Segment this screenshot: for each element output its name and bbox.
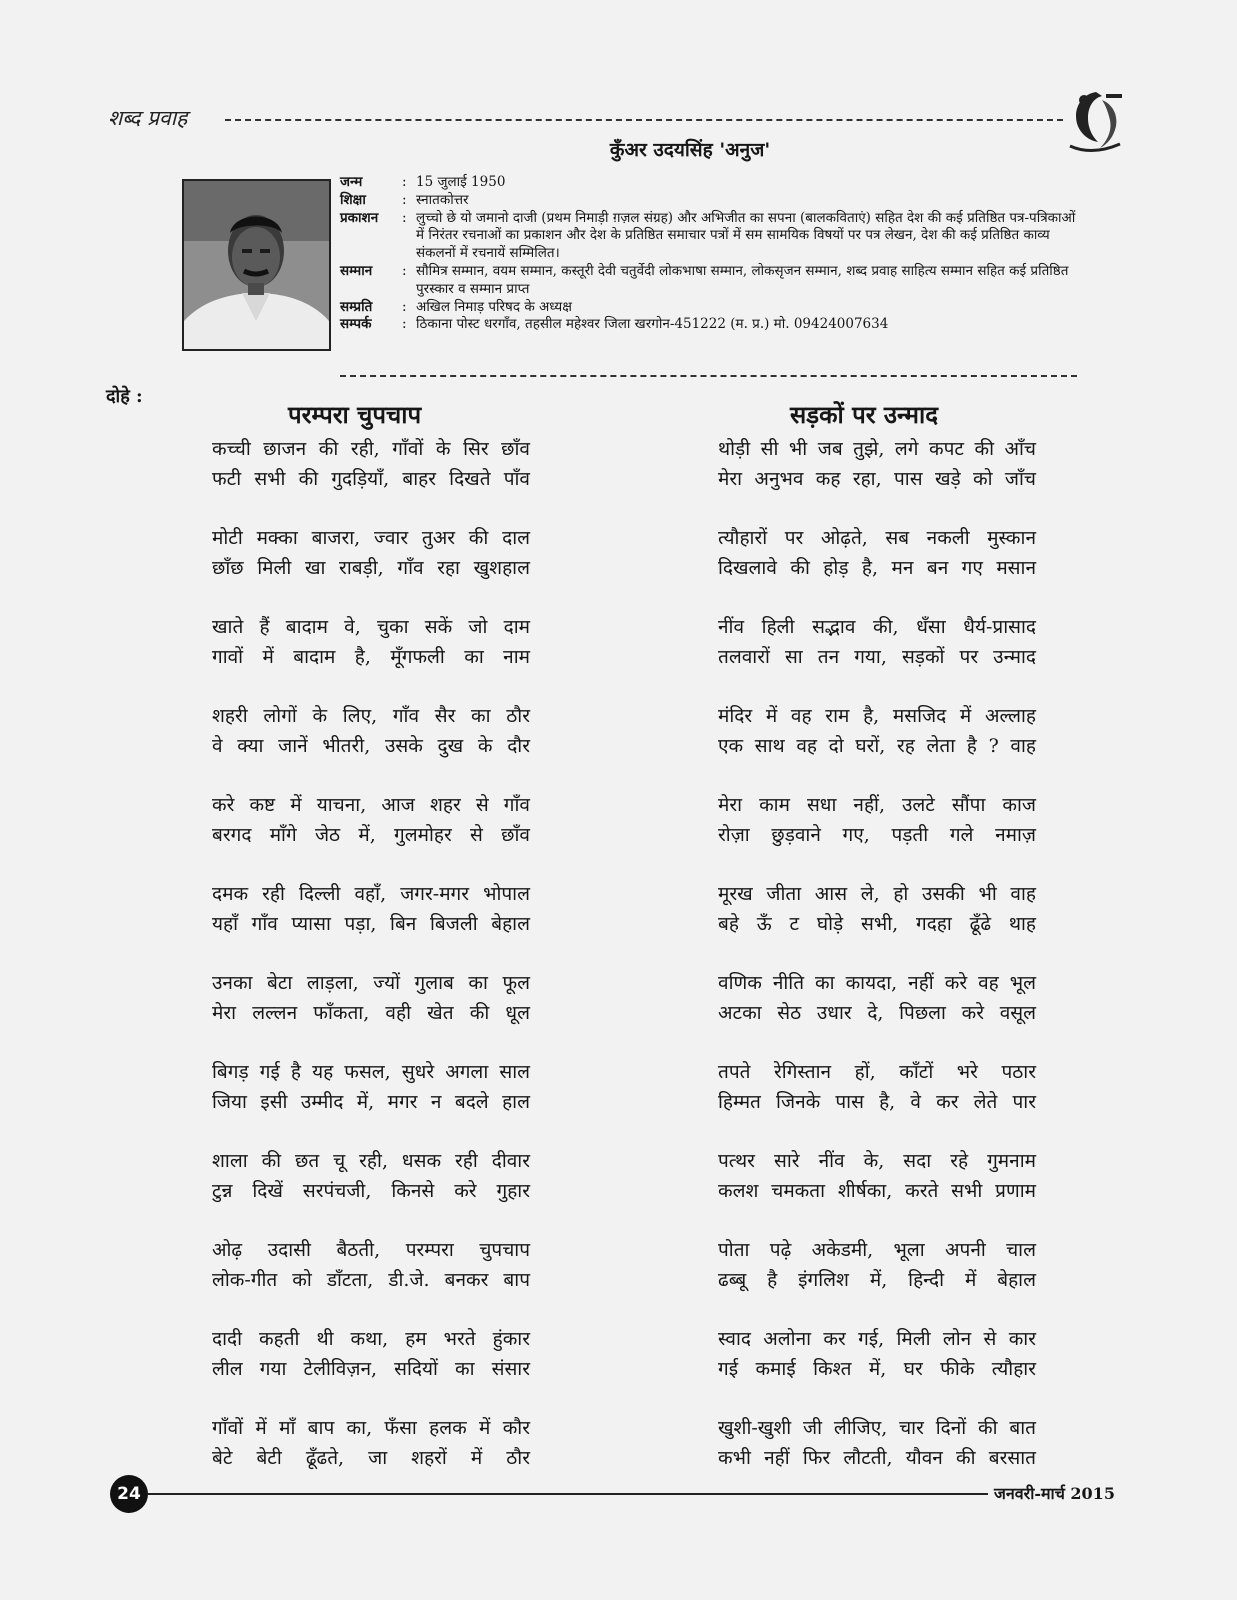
issue-date: जनवरी-मार्च 2015 [994,1484,1115,1503]
bio-label: सम्पर्क [340,316,372,333]
bio-label: शिक्षा [340,191,366,208]
verse-line: नींव हिली सद्भाव की, धँसा धैर्य-प्रासाद [718,616,1036,638]
verse-line: लोक-गीत को डाँटता, डी.जे. बनकर बाप [212,1269,530,1291]
couplet [718,523,1036,612]
poem-title-right: सड़कों पर उन्माद [790,400,938,429]
verse-line: पत्थर सारे नींव के, सदा रहे गुमनाम [718,1150,1036,1172]
couplet [718,1146,1036,1235]
verse-line: मोटी मक्का बाजरा, ज्वार तुअर की दाल [212,527,530,549]
verse-line: पोता पढ़े अकेडमी, भूला अपनी चाल [718,1239,1036,1261]
author-bio [340,174,1085,334]
verse-line: गाँवों में माँ बाप का, फँसा हलक में कौर [212,1417,530,1439]
verse-line: बेटे बेटी ढूँढते, जा शहरों में ठौर [212,1447,530,1469]
couplet [718,1324,1036,1413]
couplet [212,434,530,523]
couplet [212,1057,530,1146]
verse-line: फटी सभी की गुदड़ियाँ, बाहर दिखते पाँव [212,468,530,490]
verse-line: गई कमाई किश्त में, घर फीके त्यौहार [718,1358,1036,1380]
bio-label: सम्मान [340,262,373,279]
bio-row-honours: सम्मान : सौमित्र सम्मान, वयम सम्मान, कस्तूरी देवी चतुर्वेदी लोकभाषा सम्मान, लोकसृजन सम्मान, शब्द प्रवाह साहित्य सम्मान सहित कई प्रतिष्ठित पुरस्कार व सम्मान प्राप्त [340,263,1085,299]
bio-value: स्नातकोत्तर [416,191,469,208]
bio-value: लुच्चो छे यो जमानो दाजी (प्रथम निमाड़ी ग़ज़ल संग्रह) और अभिजीत का सपना (बालकविताएं) सहित देश की कई प्रतिष्ठित पत्र-पत्रिकाओं में निरंतर रचनाओं का प्रकाशन और देश के प्रतिष्ठित समाचार पत्रों में सम सामयिक विषयों पर पत्र लेखन, देश की कई प्रतिष्ठित काव्य संकलनों में रचनायें सम्मिलित। [416,209,1076,262]
verse-line: ओढ़ उदासी बैठती, परम्परा चुपचाप [212,1239,530,1261]
page-number: 24 [110,1475,148,1513]
bio-dashed-rule [340,375,1077,377]
verse-line: छाँछ मिली खा राबड़ी, गाँव रहा खुशहाल [212,557,530,579]
verse-line: बिगड़ गई है यह फसल, सुधरे अगला साल [212,1061,530,1083]
verse-line: शाला की छत चू रही, धसक रही दीवार [212,1150,530,1172]
verse-line: मेरा लल्लन फाँकता, वही खेत की धूल [212,1002,530,1024]
verse-line: मेरा काम सधा नहीं, उलटे सौंपा काज [718,794,1036,816]
couplet [718,612,1036,701]
couplet [718,968,1036,1057]
bio-row-publication: प्रकाशन : लुच्चो छे यो जमानो दाजी (प्रथम निमाड़ी ग़ज़ल संग्रह) और अभिजीत का सपना (बालकविताएं) सहित देश की कई प्रतिष्ठित पत्र-पत्रिकाओं में निरंतर रचनाओं का प्रकाशन और देश के प्रतिष्ठित समाचार पत्रों में सम सामयिक विषयों पर पत्र लेखन, देश की कई प्रतिष्ठित काव्य संकलनों में रचनायें सम्मिलित। [340,210,1085,263]
couplet [718,1235,1036,1324]
verse-line: तपते रेगिस्तान हों, काँटों भरे पठार [718,1061,1036,1083]
bio-value: सौमित्र सम्मान, वयम सम्मान, कस्तूरी देवी चतुर्वेदी लोकभाषा सम्मान, लोकसृजन सम्मान, शब्द प्रवाह साहित्य सम्मान सहित कई प्रतिष्ठित पुरस्कार व सम्मान प्राप्त [416,262,1069,297]
couplet [212,1146,530,1235]
bio-value: अखिल निमाड़ परिषद के अध्यक्ष [416,298,572,315]
bio-label: प्रकाशन [340,209,379,226]
verse-line: करे कष्ट में याचना, आज शहर से गाँव [212,794,530,816]
verse-line: यहाँ गाँव प्यासा पड़ा, बिन बिजली बेहाल [212,913,530,935]
couplet [212,1324,530,1413]
verse-line: वे क्या जानें भीतरी, उसके दुख के दौर [212,735,530,757]
verse-line: खाते हैं बादाम वे, चुका सकें जो दाम [212,616,530,638]
verse-line: टुन्न दिखें सरपंचजी, किनसे करे गुहार [212,1180,530,1202]
magazine-brand: शब्द प्रवाह [108,106,188,130]
bio-row-birth: जन्म : 15 जुलाई 1950 [340,174,1085,192]
verse-line: त्यौहारों पर ओढ़ते, सब नकली मुस्कान [718,527,1036,549]
verse-line: थोड़ी सी भी जब तुझे, लगे कपट की आँच [718,438,1036,460]
bio-value: ठिकाना पोस्ट धरगाँव, तहसील महेश्वर जिला खरगोन-451222 (म. प्र.) मो. 09424007634 [416,316,889,333]
verse-line: लील गया टेलीविज़न, सदियों का संसार [212,1358,530,1380]
verse-line: दादी कहती थी कथा, हम भरते हुंकार [212,1328,530,1350]
author-name: कुँअर उदयसिंह 'अनुज' [609,139,771,161]
bio-label: सम्प्रति [340,298,373,315]
verse-line: दमक रही दिल्ली वहाँ, जगर-मगर भोपाल [212,883,530,905]
couplet [718,434,1036,523]
magazine-logo-icon [1062,86,1130,158]
couplet [718,1413,1036,1502]
verse-line: मूरख जीता आस ले, हो उसकी भी वाह [718,883,1036,905]
verse-line: दिखलावे की होड़ है, मन बन गए मसान [718,557,1036,579]
couplet [212,701,530,790]
verse-line: जिया इसी उम्मीद में, मगर न बदले हाल [212,1091,530,1113]
couplet [212,1413,530,1502]
verse-line: कच्ची छाजन की रही, गाँवों के सिर छाँव [212,438,530,460]
verse-line: शहरी लोगों के लिए, गाँव सैर का ठौर [212,705,530,727]
couplet [212,523,530,612]
couplet [212,1235,530,1324]
verse-line: कभी नहीं फिर लौटती, यौवन की बरसात [718,1447,1036,1469]
verse-line: रोज़ा छुड़वाने गए, पड़ती गले नमाज़ [718,824,1036,846]
verse-line: वणिक नीति का कायदा, नहीं करे वह भूल [718,972,1036,994]
poem-left [212,434,530,1502]
couplet [212,879,530,968]
verse-line: मंदिर में वह राम है, मसजिद में अल्लाह [718,705,1036,727]
verse-line: मेरा अनुभव कह रहा, पास खड़े को जाँच [718,468,1036,490]
couplet [212,968,530,1057]
bio-label: जन्म [340,174,363,190]
verse-line: गावों में बादाम है, मूँगफली का नाम [212,646,530,668]
poem-title-left: परम्परा चुपचाप [288,400,422,429]
couplet [718,790,1036,879]
couplet [718,1057,1036,1146]
bio-value: 15 जुलाई 1950 [416,174,506,190]
verse-line: हिम्मत जिनके पास है, वे कर लेते पार [718,1091,1036,1113]
bio-row-current: सम्प्रति : अखिल निमाड़ परिषद के अध्यक्ष [340,299,1085,317]
bio-row-contact: सम्पर्क : ठिकाना पोस्ट धरगाँव, तहसील महेश्वर जिला खरगोन-451222 (म. प्र.) मो. 09424007634 [340,316,1085,334]
couplet [212,612,530,701]
verse-line: खुशी-खुशी जी लीजिए, चार दिनों की बात [718,1417,1036,1439]
verse-line: कलश चमकता शीर्षका, करते सभी प्रणाम [718,1180,1036,1202]
header-dashed-rule [225,119,1063,121]
author-photo [182,179,331,351]
poem-right [718,434,1036,1502]
verse-line: अटका सेठ उधार दे, पिछला करे वसूल [718,1002,1036,1024]
verse-line: ढब्बू है इंगलिश में, हिन्दी में बेहाल [718,1269,1036,1291]
couplet [212,790,530,879]
verse-line: तलवारों सा तन गया, सड़कों पर उन्माद [718,646,1036,668]
verse-line: बरगद माँगे जेठ में, गुलमोहर से छाँव [212,824,530,846]
verse-line: बहे ऊँ ट घोड़े सभी, गदहा ढूँढे थाह [718,913,1036,935]
couplet [718,701,1036,790]
verse-line: एक साथ वह दो घरों, रह लेता है ? वाह [718,735,1036,757]
footer-rule [148,1493,988,1495]
couplet [718,879,1036,968]
verse-line: स्वाद अलोना कर गई, मिली लोन से कार [718,1328,1036,1350]
section-label: दोहे : [106,386,143,407]
bio-row-education: शिक्षा : स्नातकोत्तर [340,192,1085,210]
verse-line: उनका बेटा लाड़ला, ज्यों गुलाब का फूल [212,972,530,994]
